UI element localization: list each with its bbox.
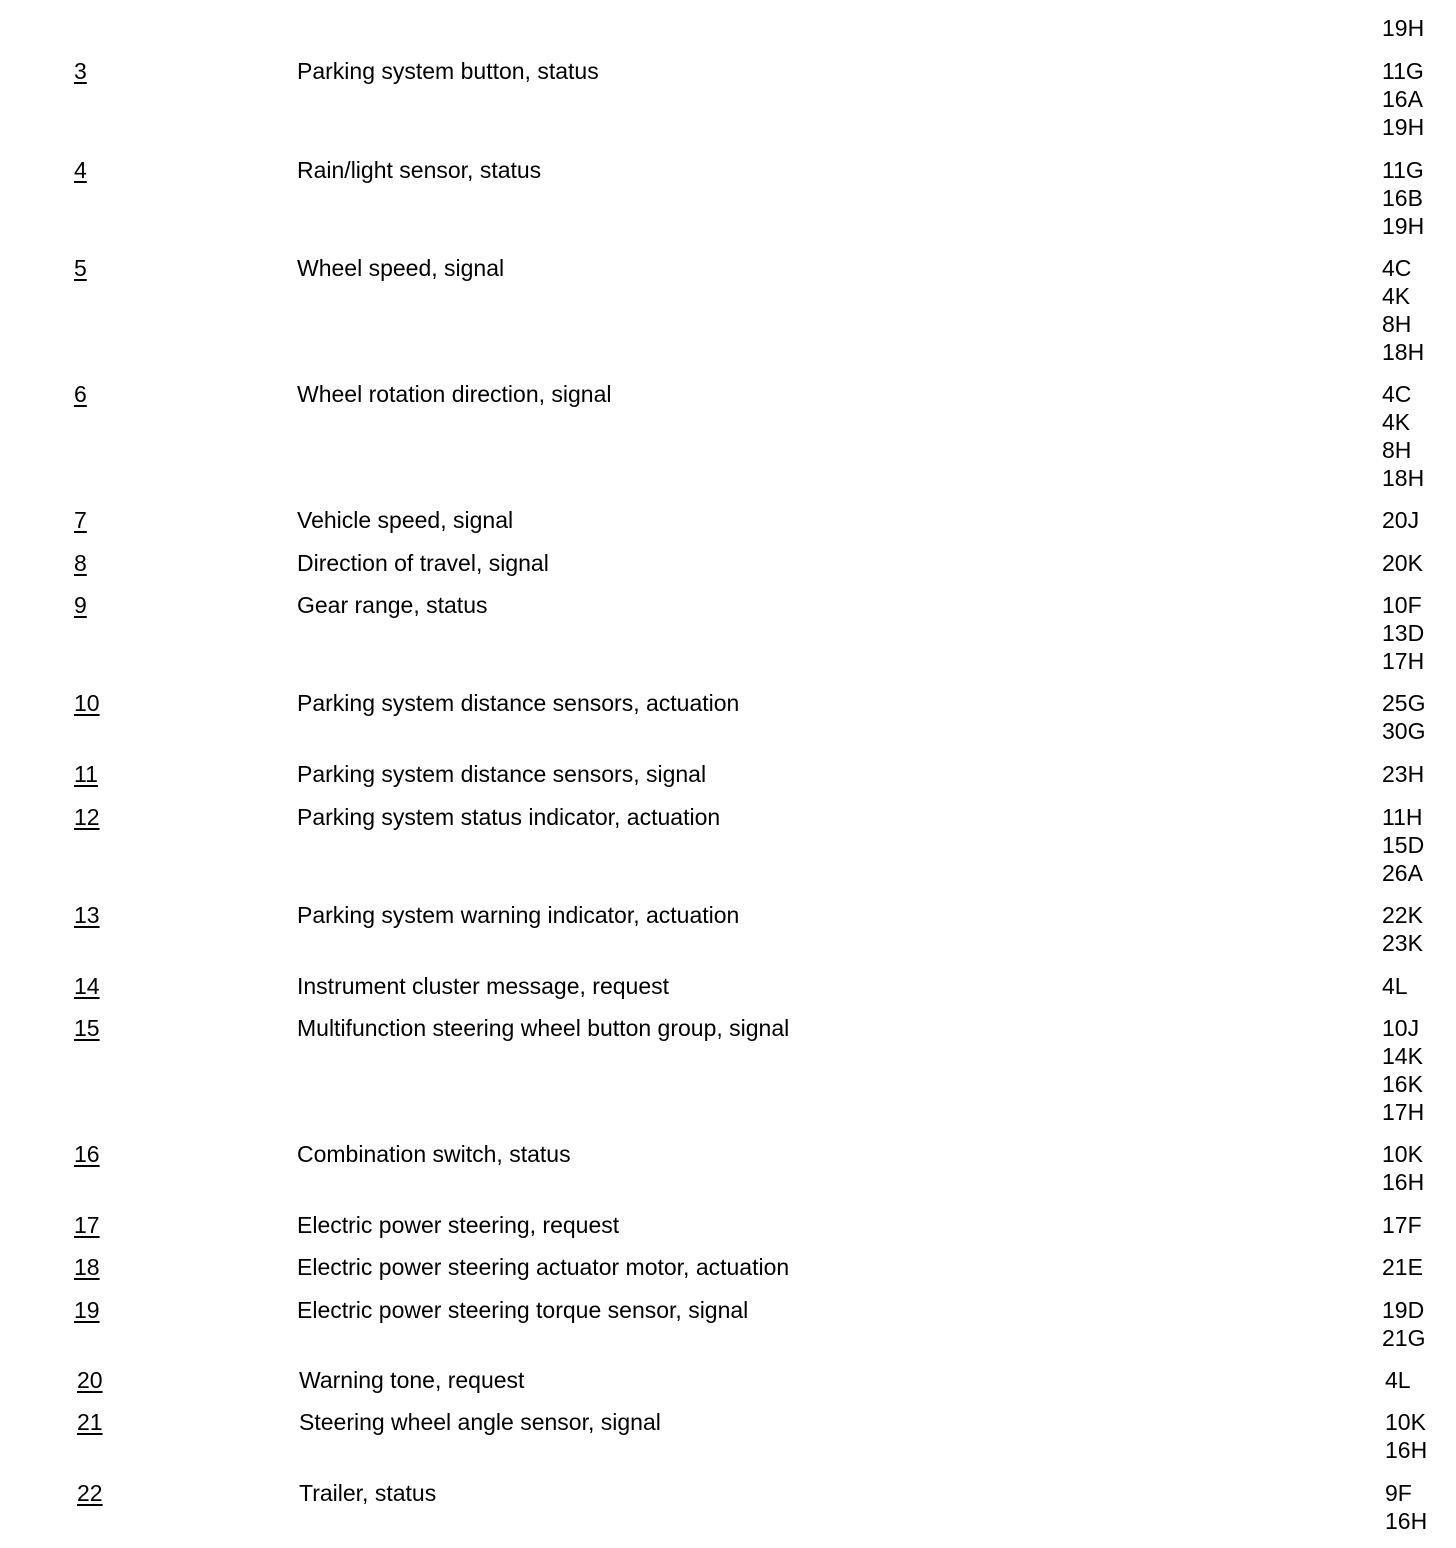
row-references <box>1382 901 1423 957</box>
row-number-link[interactable]: 6 <box>74 381 87 407</box>
row-description: Vehicle speed, signal <box>297 507 514 533</box>
row-number-link[interactable]: 3 <box>74 58 87 84</box>
grid-reference: 10F <box>1382 592 1422 618</box>
row-description: Direction of travel, signal <box>297 550 549 576</box>
grid-reference: 4C <box>1382 255 1412 281</box>
grid-reference: 4C <box>1382 381 1412 407</box>
row-references <box>1382 254 1424 366</box>
row-number-link[interactable]: 22 <box>77 1480 103 1506</box>
row-description: Electric power steering actuator motor, actuation <box>297 1254 790 1280</box>
grid-reference: 20J <box>1382 507 1420 533</box>
grid-reference: 14K <box>1382 1043 1423 1069</box>
grid-reference: 8H <box>1382 311 1412 337</box>
continued-reference: 19H <box>1382 15 1425 41</box>
row-description: Trailer, status <box>299 1480 437 1506</box>
row-references <box>1382 156 1424 240</box>
row-number-link[interactable]: 21 <box>77 1409 103 1435</box>
row-references <box>1382 760 1424 788</box>
row-references <box>1382 380 1424 492</box>
grid-reference: 22K <box>1382 902 1423 928</box>
grid-reference: 4K <box>1382 409 1411 435</box>
grid-reference: 10K <box>1382 1141 1423 1167</box>
row-number-link[interactable]: 9 <box>74 592 87 618</box>
grid-reference: 13D <box>1382 620 1425 646</box>
row-description: Parking system status indicator, actuation <box>297 804 721 830</box>
row-references <box>1382 1296 1425 1352</box>
row-description: Instrument cluster message, request <box>297 973 669 999</box>
row-number-link[interactable]: 18 <box>74 1254 100 1280</box>
grid-reference: 18H <box>1382 339 1425 365</box>
row-number-link[interactable]: 19 <box>74 1297 100 1323</box>
row-number-link[interactable]: 7 <box>74 507 87 533</box>
grid-reference: 19H <box>1382 114 1425 140</box>
row-number-link[interactable]: 11 <box>74 761 98 787</box>
row-references <box>1382 972 1408 1000</box>
row-number-link[interactable]: 12 <box>74 804 100 830</box>
row-description: Steering wheel angle sensor, signal <box>299 1409 661 1435</box>
grid-reference: 9F <box>1385 1480 1412 1506</box>
grid-reference: 16B <box>1382 185 1423 211</box>
row-description: Electric power steering, request <box>297 1212 620 1238</box>
row-description: Combination switch, status <box>297 1141 571 1167</box>
row-number-link[interactable]: 20 <box>77 1367 103 1393</box>
grid-reference: 11H <box>1382 804 1423 830</box>
row-description: Multifunction steering wheel button group, signal <box>297 1015 790 1041</box>
grid-reference: 17H <box>1382 648 1425 674</box>
grid-reference: 10K <box>1385 1409 1426 1435</box>
row-description: Wheel speed, signal <box>297 255 505 281</box>
grid-reference: 15D <box>1382 832 1425 858</box>
grid-reference: 16K <box>1382 1071 1423 1097</box>
row-description: Electric power steering torque sensor, signal <box>297 1297 749 1323</box>
grid-reference: 4L <box>1385 1367 1411 1393</box>
row-number-link[interactable]: 13 <box>74 902 100 928</box>
row-description: Rain/light sensor, status <box>297 157 542 183</box>
row-number-link[interactable]: 8 <box>74 550 87 576</box>
row-references <box>1382 1253 1423 1281</box>
grid-reference: 16A <box>1382 86 1423 112</box>
grid-reference: 23K <box>1382 930 1423 956</box>
grid-reference: 11G <box>1382 58 1424 84</box>
grid-reference: 8H <box>1382 437 1412 463</box>
row-references <box>1382 803 1424 887</box>
grid-reference: 25G <box>1382 690 1426 716</box>
row-description: Warning tone, request <box>299 1367 525 1393</box>
grid-reference: 18H <box>1382 465 1425 491</box>
row-description: Parking system warning indicator, actuation <box>297 902 740 928</box>
row-references <box>1382 1014 1424 1126</box>
row-description: Parking system button, status <box>297 58 599 84</box>
grid-reference: 26A <box>1382 860 1423 886</box>
grid-reference: 21E <box>1382 1254 1423 1280</box>
row-references <box>1382 1140 1424 1196</box>
grid-reference: 30G <box>1382 718 1426 744</box>
row-references <box>1385 1408 1427 1464</box>
grid-reference: 23H <box>1382 761 1425 787</box>
row-number-link[interactable]: 14 <box>74 973 100 999</box>
row-references <box>1382 689 1425 745</box>
row-references <box>1382 506 1419 534</box>
grid-reference: 16H <box>1382 1169 1425 1195</box>
row-number-link[interactable]: 17 <box>74 1212 100 1238</box>
grid-reference: 19D <box>1382 1297 1425 1323</box>
grid-reference: 10J <box>1382 1015 1420 1041</box>
row-references <box>1382 549 1423 577</box>
grid-reference: 21G <box>1382 1325 1426 1351</box>
row-description: Gear range, status <box>297 592 488 618</box>
grid-reference: 20K <box>1382 550 1423 576</box>
row-number-link[interactable]: 10 <box>74 690 100 716</box>
row-references <box>1382 57 1424 141</box>
row-description: Parking system distance sensors, signal <box>297 761 707 787</box>
row-references <box>1382 591 1424 675</box>
row-description: Parking system distance sensors, actuation <box>297 690 740 716</box>
row-references <box>1385 1479 1427 1535</box>
row-references <box>1382 1211 1422 1239</box>
row-references <box>1385 1366 1411 1394</box>
grid-reference: 11G <box>1382 157 1424 183</box>
row-number-link[interactable]: 5 <box>74 255 87 281</box>
grid-reference: 17F <box>1382 1212 1422 1238</box>
row-description: Wheel rotation direction, signal <box>297 381 612 407</box>
grid-reference: 16H <box>1385 1437 1428 1463</box>
row-number-link[interactable]: 4 <box>74 157 87 183</box>
grid-reference: 16H <box>1385 1508 1428 1534</box>
grid-reference: 19H <box>1382 213 1425 239</box>
row-number-link[interactable]: 15 <box>74 1015 100 1041</box>
row-number-link[interactable]: 16 <box>74 1141 100 1167</box>
grid-reference: 17H <box>1382 1099 1425 1125</box>
grid-reference: 4K <box>1382 283 1411 309</box>
grid-reference: 4L <box>1382 973 1408 999</box>
